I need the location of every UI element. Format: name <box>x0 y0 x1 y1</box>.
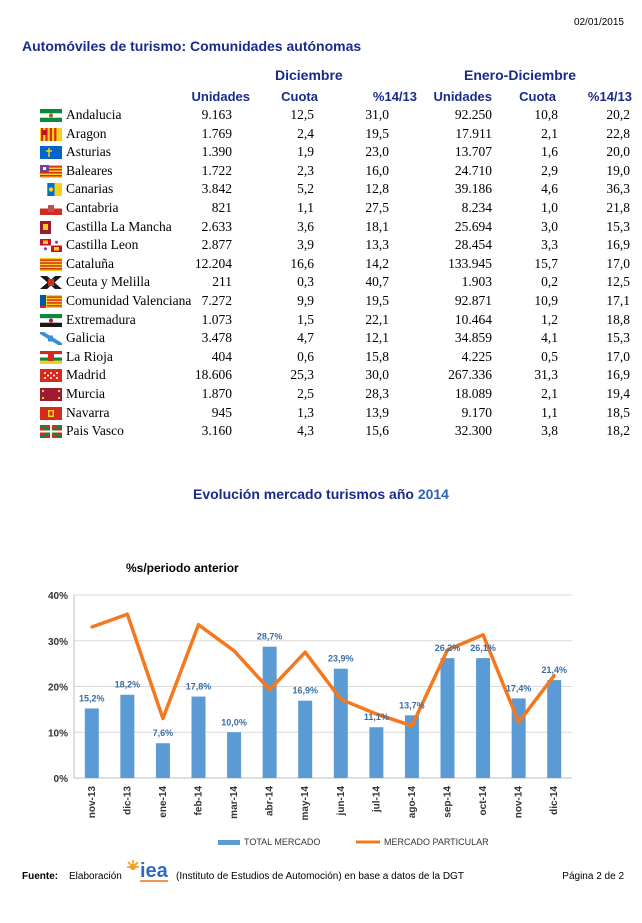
cell-year-units: 18.089 <box>454 385 492 401</box>
col-header-year-change: %14/13 <box>587 89 632 104</box>
chart-title-text: Evolución mercado turismos año <box>193 486 414 502</box>
cell-dec-share: 2,4 <box>297 125 314 141</box>
cell-year-units: 4.225 <box>461 348 492 364</box>
cell-year-share: 1,2 <box>541 311 558 327</box>
region-name: Cataluña <box>66 255 114 271</box>
x-tick-label: dic-14 <box>549 786 561 815</box>
x-tick-label: jun-14 <box>335 786 347 816</box>
cell-year-share: 0,5 <box>541 348 558 364</box>
bar-data-label: 13,7% <box>399 700 425 711</box>
cell-year-change: 17,0 <box>606 348 630 364</box>
line-point <box>197 623 200 626</box>
cell-year-change: 16,9 <box>606 367 630 383</box>
bar-data-label: 7,6% <box>152 728 174 739</box>
cell-year-units: 92.871 <box>454 292 492 308</box>
cell-year-change: 20,0 <box>606 144 630 160</box>
canarias-flag-icon <box>40 183 62 196</box>
cell-year-share: 3,8 <box>541 423 558 439</box>
region-name: Galicia <box>66 330 105 346</box>
cell-dec-change: 18,1 <box>365 218 389 234</box>
cell-dec-units: 821 <box>211 199 232 215</box>
table-row <box>0 385 642 404</box>
cell-dec-change: 16,0 <box>365 162 389 178</box>
cell-year-change: 15,3 <box>606 330 630 346</box>
cell-dec-change: 27,5 <box>365 199 389 215</box>
cell-year-units: 24.710 <box>454 162 492 178</box>
page-title: Automóviles de turismo: Comunidades autónomas <box>22 38 362 54</box>
region-name: Asturias <box>66 144 111 160</box>
baleares-flag-icon <box>40 165 62 178</box>
cell-dec-share: 1,5 <box>297 311 314 327</box>
line-point <box>517 721 520 724</box>
table-row <box>0 422 642 441</box>
extremadura-flag-icon <box>40 314 62 327</box>
table-row <box>0 329 642 348</box>
cell-dec-share: 5,2 <box>297 181 314 197</box>
x-tick-label: ene-14 <box>157 786 169 818</box>
cell-dec-share: 25,3 <box>290 367 314 383</box>
cell-year-units: 28.454 <box>454 237 492 253</box>
table-row <box>0 162 642 181</box>
cell-dec-change: 15,6 <box>365 423 389 439</box>
x-tick-label: oct-14 <box>478 786 490 816</box>
table-row <box>0 292 642 311</box>
col-header-year-share: Cuota <box>519 89 556 104</box>
region-name: Ceuta y Melilla <box>66 274 150 290</box>
cell-year-change: 19,4 <box>606 385 630 401</box>
line-point <box>126 613 129 616</box>
cell-dec-share: 1,3 <box>297 404 314 420</box>
table-row <box>0 311 642 330</box>
table-row <box>0 106 642 125</box>
cell-dec-share: 3,9 <box>297 237 314 253</box>
chart-title <box>0 486 642 502</box>
murcia-flag-icon <box>40 388 62 401</box>
x-tick-label: mar-14 <box>229 786 241 819</box>
galicia-flag-icon <box>40 332 62 345</box>
report-date: 02/01/2015 <box>573 17 624 28</box>
cell-year-change: 22,8 <box>606 125 630 141</box>
bar <box>156 743 170 778</box>
cell-dec-change: 28,3 <box>365 385 389 401</box>
cell-dec-share: 12,5 <box>290 107 314 122</box>
cyl-flag-icon <box>40 239 62 252</box>
cell-dec-change: 15,8 <box>365 348 389 364</box>
table-row <box>0 273 642 292</box>
cell-year-units: 92.250 <box>454 107 492 122</box>
cell-year-change: 17,1 <box>606 292 630 308</box>
cell-dec-units: 7.272 <box>201 292 232 308</box>
cell-year-change: 18,8 <box>606 311 630 327</box>
col-header-year-units: Unidades <box>433 89 492 104</box>
table-row <box>0 199 642 218</box>
cell-dec-change: 13,9 <box>365 404 389 420</box>
aragon-flag-icon <box>40 128 62 141</box>
cell-dec-change: 19,5 <box>365 125 389 141</box>
cell-dec-units: 1.870 <box>201 385 232 401</box>
clm-flag-icon <box>40 221 62 234</box>
cell-year-share: 2,1 <box>541 385 558 401</box>
cell-year-change: 21,8 <box>606 199 630 215</box>
cell-year-units: 1.903 <box>461 274 492 290</box>
table-row <box>0 404 642 423</box>
cell-dec-change: 22,1 <box>365 311 389 327</box>
region-name: La Rioja <box>66 348 113 364</box>
col-header-dec-share: Cuota <box>281 89 318 104</box>
cell-year-units: 17.911 <box>455 125 492 141</box>
cell-year-change: 18,2 <box>606 423 630 439</box>
bar-data-label: 17,8% <box>185 681 212 692</box>
cell-dec-change: 19,5 <box>365 292 389 308</box>
x-tick-label: may-14 <box>300 786 312 821</box>
cell-dec-change: 12,1 <box>365 330 389 346</box>
bar-data-label: 28,7% <box>256 631 283 642</box>
footer-elaboration: Elaboración <box>69 871 122 882</box>
region-name: Castilla La Mancha <box>66 218 172 234</box>
ceuta-flag-icon <box>40 276 62 289</box>
iea-logo-text: iea <box>140 860 168 882</box>
cell-year-units: 13.707 <box>454 144 492 160</box>
cell-year-units: 267.336 <box>448 367 492 383</box>
cell-dec-share: 2,5 <box>297 385 314 401</box>
madrid-flag-icon <box>40 369 62 382</box>
chart-title-year: 2014 <box>417 486 449 502</box>
cell-year-share: 0,2 <box>541 274 558 290</box>
cataluna-flag-icon <box>40 258 62 271</box>
line-point <box>90 626 93 629</box>
cell-dec-share: 16,6 <box>290 255 314 271</box>
bar-data-label: 26,1% <box>470 643 496 654</box>
paisvasco-flag-icon <box>40 425 62 438</box>
x-tick-label: jul-14 <box>371 786 383 813</box>
table-row <box>0 218 642 237</box>
bar <box>192 697 206 778</box>
footer-source-label: Fuente: <box>22 871 59 882</box>
bar <box>547 680 561 778</box>
cell-year-share: 2,1 <box>541 125 558 141</box>
bar-data-label: 17,4% <box>505 683 532 694</box>
region-name: Baleares <box>66 162 113 178</box>
y-tick-label: 20% <box>47 682 68 694</box>
cell-year-units: 39.186 <box>454 181 492 197</box>
table-row <box>0 236 642 255</box>
x-tick-label: sep-14 <box>442 786 454 818</box>
legend-label-total: TOTAL MERCADO <box>244 837 321 847</box>
table-row <box>0 143 642 162</box>
region-name: Pais Vasco <box>66 423 124 439</box>
region-name: Cantabria <box>66 199 119 215</box>
cell-year-share: 31,3 <box>534 367 558 383</box>
y-tick-label: 30% <box>47 636 68 648</box>
bar-data-label: 18,2% <box>114 679 141 690</box>
bar-data-label: 10,0% <box>221 717 247 728</box>
cell-dec-share: 4,7 <box>297 330 314 346</box>
line-point <box>410 724 413 727</box>
cell-dec-units: 211 <box>212 274 232 290</box>
cell-dec-share: 0,3 <box>297 274 314 290</box>
y-tick-label: 0% <box>53 774 68 785</box>
cell-year-units: 34.859 <box>454 330 492 346</box>
chart-subtitle: %s/periodo anterior <box>126 561 239 575</box>
region-name: Aragon <box>66 125 107 141</box>
cell-year-share: 4,1 <box>541 330 558 346</box>
cell-dec-share: 2,3 <box>297 162 314 178</box>
col-header-dec-units: Unidades <box>191 89 250 104</box>
iea-logo <box>126 858 170 884</box>
region-name: Comunidad Valenciana <box>66 292 192 308</box>
y-tick-label: 10% <box>47 728 68 740</box>
navarra-flag-icon <box>40 407 62 420</box>
bar <box>441 658 455 778</box>
bar <box>334 669 348 778</box>
bar <box>298 701 312 778</box>
line-point <box>304 651 307 654</box>
cell-year-units: 8.234 <box>461 199 492 215</box>
page-number: Página 2 de 2 <box>562 871 624 882</box>
bar-data-label: 26,2% <box>434 643 461 654</box>
cell-year-share: 2,9 <box>541 162 558 178</box>
bar-data-label: 16,9% <box>292 685 318 696</box>
cell-dec-units: 3.842 <box>201 181 232 197</box>
cell-year-units: 25.694 <box>454 218 492 234</box>
rioja-flag-icon <box>40 351 62 364</box>
x-tick-label: abr-14 <box>264 786 276 817</box>
cell-dec-share: 1,9 <box>297 144 314 160</box>
cell-dec-units: 18.606 <box>194 367 232 383</box>
cell-dec-units: 12.204 <box>194 255 232 271</box>
bar-data-label: 15,2% <box>79 693 105 704</box>
table-row <box>0 255 642 274</box>
line-point <box>339 698 342 701</box>
group-header-year: Enero-Diciembre <box>464 67 577 83</box>
bar-data-label: 21,4% <box>541 665 567 676</box>
cell-year-share: 4,6 <box>541 181 558 197</box>
asturias-flag-icon <box>40 146 62 159</box>
cell-year-share: 3,3 <box>541 237 558 253</box>
cell-year-share: 3,0 <box>541 218 558 234</box>
cell-year-units: 133.945 <box>448 255 492 271</box>
region-name: Navarra <box>66 404 110 420</box>
region-name: Castilla Leon <box>66 237 139 253</box>
cell-year-change: 17,0 <box>606 255 630 271</box>
region-name: Andalucia <box>66 107 122 122</box>
cell-year-change: 18,5 <box>606 404 630 420</box>
cell-year-share: 15,7 <box>534 255 558 271</box>
cell-dec-units: 1.390 <box>201 144 232 160</box>
bar <box>227 732 241 778</box>
cell-dec-share: 0,6 <box>297 348 314 364</box>
bar <box>476 658 490 778</box>
cell-year-share: 10,8 <box>534 107 558 122</box>
cell-dec-units: 945 <box>211 404 232 420</box>
cell-year-share: 1,0 <box>541 199 558 215</box>
line-point <box>233 649 236 652</box>
cell-year-change: 19,0 <box>606 162 630 178</box>
col-header-dec-change: %14/13 <box>372 89 417 104</box>
cell-dec-change: 14,2 <box>365 255 389 271</box>
cell-year-share: 10,9 <box>534 292 558 308</box>
cell-year-change: 12,5 <box>606 274 630 290</box>
cell-year-units: 9.170 <box>461 404 492 420</box>
cell-dec-share: 3,6 <box>297 218 314 234</box>
region-name: Extremadura <box>66 311 136 327</box>
region-name: Madrid <box>66 367 106 383</box>
cell-dec-change: 40,7 <box>365 274 389 290</box>
y-tick-label: 40% <box>47 591 68 602</box>
x-tick-label: dic-13 <box>122 786 134 815</box>
cell-dec-units: 1.722 <box>201 162 232 178</box>
cell-year-share: 1,6 <box>541 144 558 160</box>
cantabria-flag-icon <box>40 202 62 215</box>
bar-data-label: 23,9% <box>328 653 354 664</box>
cell-dec-units: 2.877 <box>201 237 232 253</box>
cell-dec-change: 13,3 <box>365 237 389 253</box>
legend-swatch-total <box>218 840 240 845</box>
footer-institute-text: (Instituto de Estudios de Automoción) en base a datos de la DGT <box>176 871 464 882</box>
bar <box>369 727 383 778</box>
andalucia-flag-icon <box>40 109 62 122</box>
cell-dec-share: 9,9 <box>297 292 314 308</box>
regions-table <box>0 106 642 441</box>
cell-dec-units: 9.163 <box>201 107 232 122</box>
cell-year-units: 32.300 <box>454 423 492 439</box>
group-header-december: Diciembre <box>275 67 343 83</box>
table-row <box>0 180 642 199</box>
line-point <box>482 633 485 636</box>
cell-year-units: 10.464 <box>454 311 492 327</box>
x-tick-label: feb-14 <box>193 786 205 816</box>
region-name: Canarias <box>66 181 114 197</box>
bar-data-label: 11,1% <box>363 712 389 723</box>
cell-dec-change: 30,0 <box>365 367 389 383</box>
x-tick-label: ago-14 <box>406 786 418 819</box>
cell-year-change: 16,9 <box>606 237 630 253</box>
bar <box>263 647 277 778</box>
cell-dec-share: 4,3 <box>297 423 314 439</box>
cell-dec-change: 23,0 <box>365 144 389 160</box>
cell-dec-units: 404 <box>211 348 232 364</box>
region-name: Murcia <box>66 385 105 401</box>
cell-dec-units: 3.478 <box>201 330 232 346</box>
x-tick-label: nov-14 <box>513 786 525 819</box>
cell-dec-units: 2.633 <box>201 218 232 234</box>
cell-year-share: 1,1 <box>541 404 558 420</box>
cell-dec-share: 1,1 <box>297 199 314 215</box>
line-point <box>268 688 271 691</box>
cell-year-change: 15,3 <box>606 218 630 234</box>
cell-dec-units: 3.160 <box>201 423 232 439</box>
cell-dec-units: 1.073 <box>201 311 232 327</box>
cell-dec-change: 12,8 <box>365 181 389 197</box>
line-point <box>161 717 164 720</box>
bar <box>85 708 99 778</box>
cell-dec-units: 1.769 <box>201 125 232 141</box>
valencia-flag-icon <box>40 295 62 308</box>
table-row <box>0 366 642 385</box>
legend-label-particular: MERCADO PARTICULAR <box>384 837 489 847</box>
cell-year-change: 20,2 <box>606 107 630 122</box>
market-evolution-chart <box>0 575 642 855</box>
bar <box>120 695 134 778</box>
cell-year-change: 36,3 <box>606 181 630 197</box>
x-tick-label: nov-13 <box>86 786 98 819</box>
table-row <box>0 348 642 367</box>
cell-dec-change: 31,0 <box>365 107 389 122</box>
table-row <box>0 125 642 144</box>
